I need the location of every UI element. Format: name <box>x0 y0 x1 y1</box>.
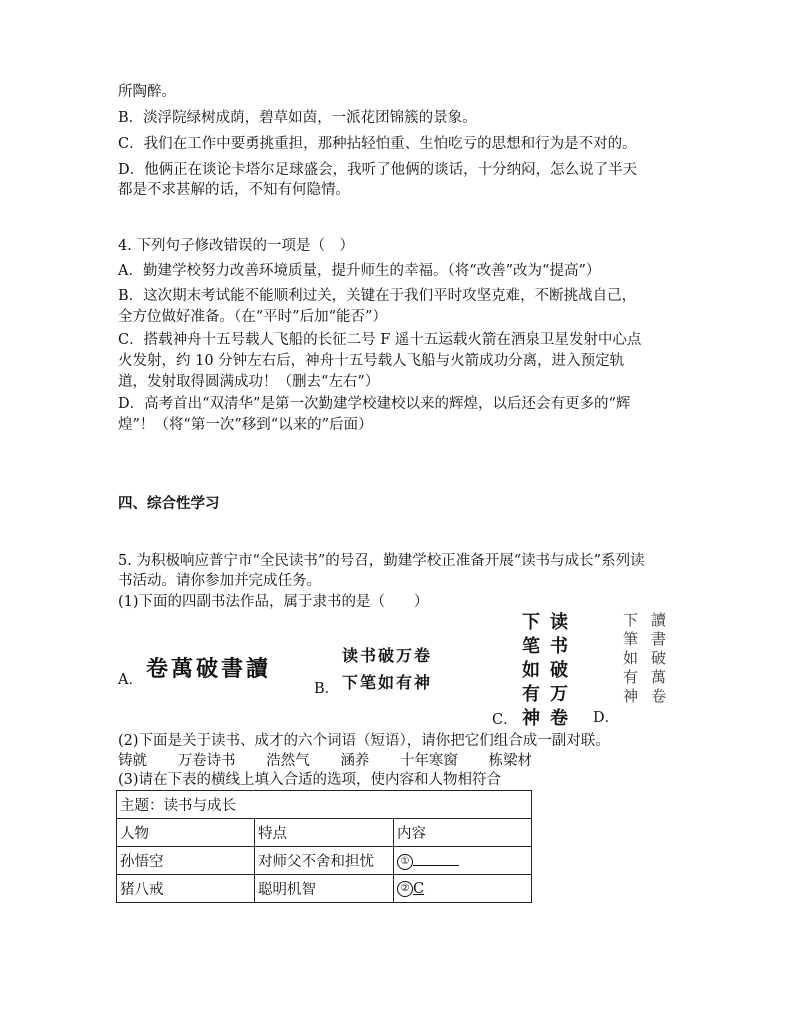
circled-number: ② <box>397 881 413 897</box>
cell-character: 猪八戒 <box>117 875 255 903</box>
option-c-label: C． <box>492 712 518 728</box>
option-c-col-right: 读书破万卷 <box>547 612 568 732</box>
table-title: 主题：读书与成长 <box>117 791 532 819</box>
q5-part-3: (3)请在下表的横线上填入合适的选项，使内容和人物相符合 <box>118 772 502 788</box>
option-d-cont: 都是不求甚解的话，不知有何隐情。 <box>118 182 350 198</box>
character-table <box>116 790 532 903</box>
option-a-calligraphy: 卷萬破書讀 <box>146 656 272 682</box>
answer-value[interactable]: C <box>413 880 425 897</box>
option-b: B．淡浮院绿树成荫，碧草如茵，一派花团锦簇的景象。 <box>118 110 477 126</box>
header-trait: 特点 <box>255 819 394 847</box>
q5-part-1: (1)下面的四副书法作品，属于隶书的是（ ） <box>118 594 429 610</box>
option-b-label: B． <box>314 681 340 697</box>
table-title-row <box>117 791 532 819</box>
option-b-line2: 下笔如有神 <box>342 673 433 692</box>
q5-stem: 5. 为积极响应普宁市“全民读书”的号召，勤建学校正准备开展“读书与成长”系列读 <box>118 553 645 569</box>
answer-blank[interactable] <box>413 851 459 866</box>
cell-trait: 聪明机智 <box>255 875 394 903</box>
table-header-row <box>117 819 532 847</box>
q4-option-b-cont: 全方位做好准备。（在“平时”后加“能否”） <box>118 309 387 325</box>
text-line: 所陶醉。 <box>118 84 176 100</box>
table-row <box>117 847 532 875</box>
vocab-list <box>118 751 558 771</box>
option-b-line1: 读书破万卷 <box>342 646 433 665</box>
option-c-col-left: 下笔如有神 <box>519 612 540 732</box>
option-d-label: D． <box>593 710 620 726</box>
header-character: 人物 <box>117 819 255 847</box>
cell-content <box>394 847 532 875</box>
header-content: 内容 <box>394 819 532 847</box>
table-row <box>117 875 532 903</box>
vocab-item: 十年寒窗 <box>399 753 458 769</box>
option-d: D．他俩正在谈论卡塔尔足球盛会，我听了他俩的谈话，十分纳闷，怎么说了半天 <box>118 162 638 178</box>
q4-option-c-cont2: 道，发射取得圆满成功！（删去“左右”） <box>118 374 380 390</box>
vocab-item: 涵养 <box>340 753 370 769</box>
cell-character: 孙悟空 <box>117 847 255 875</box>
cell-trait: 对师父不舍和担忧 <box>255 847 394 875</box>
q4-option-c: C．搭载神舟十五号载人飞船的长征二号 F 遥十五运载火箭在酒泉卫星发射中心点 <box>118 332 642 348</box>
q4-option-d-cont: 煌”！（将“第一次”移到“以来的”后面） <box>118 417 373 433</box>
vocab-item: 浩然气 <box>266 753 310 769</box>
q4-option-c-cont: 火发射，约 10 分钟左右后，神舟十五号载人飞船与火箭成功分离，进入预定轨 <box>118 353 625 369</box>
vocab-item: 栋梁材 <box>488 753 533 769</box>
q4-option-d: D．高考首出“双清华”是第一次勤建学校建校以来的辉煌，以后还会有更多的“辉 <box>118 396 631 412</box>
option-d-col-right: 讀書破萬卷 <box>649 612 667 707</box>
vocab-item: 万卷诗书 <box>177 753 236 769</box>
option-a-label: A． <box>118 672 143 688</box>
q5-part-2: (2)下面是关于读书、成才的六个词语（短语），请你把它们组合成一副对联。 <box>118 733 610 749</box>
section-heading: 四、综合性学习 <box>118 495 220 512</box>
vocab-item: 铸就 <box>118 753 147 769</box>
cell-content <box>394 875 532 903</box>
option-d-col-left: 下筆如有神 <box>621 612 639 707</box>
question-4-stem: 4. 下列句子修改错误的一项是（ ） <box>118 238 354 254</box>
q4-option-b: B．这次期末考试能不能顺利过关，关键在于我们平时攻坚克难，不断挑战自己， <box>118 288 637 304</box>
q4-option-a: A．勤建学校努力改善环境质量，提升师生的幸福。（将“改善”改为“提高”） <box>118 263 601 279</box>
option-c: C．我们在工作中要勇挑重担，那种拈轻怕重、生怕吃亏的思想和行为是不对的。 <box>118 136 637 152</box>
circled-number: ① <box>397 854 413 870</box>
q5-stem-cont: 书活动。请你参加并完成任务。 <box>118 573 321 589</box>
